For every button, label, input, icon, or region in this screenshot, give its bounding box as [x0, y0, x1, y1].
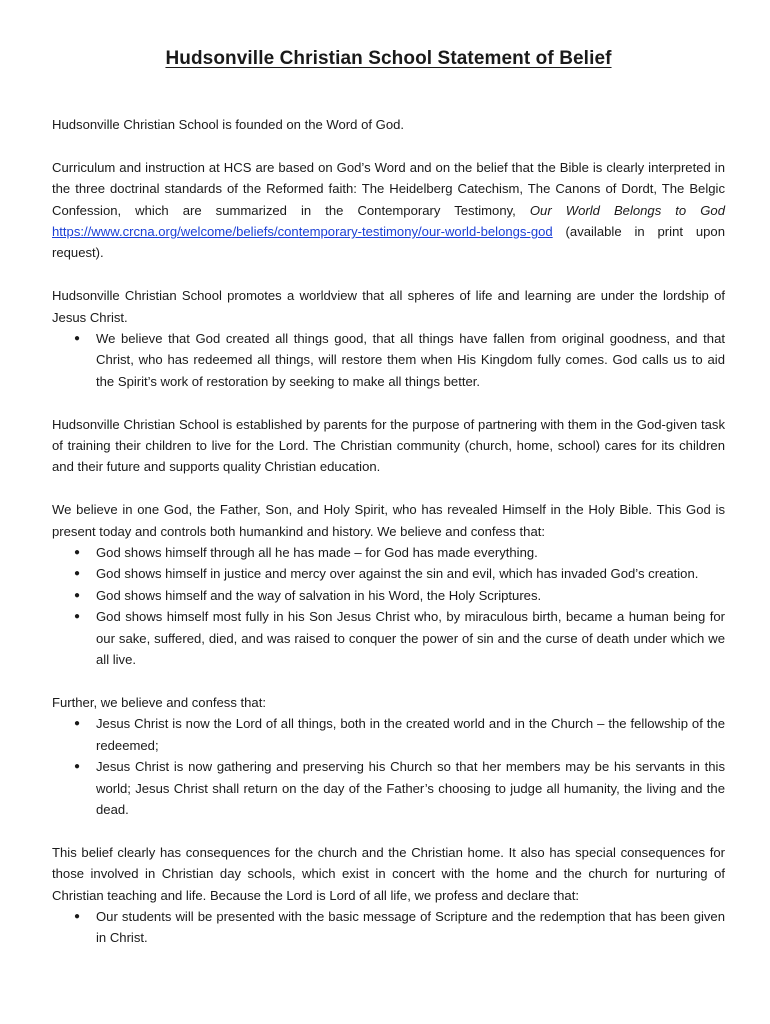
curriculum-text: Curriculum and instruction at HCS are based on God’s Word and on the belief that the Bible is clearly interpreted in the three doctrinal standards of the Reformed faith: The Heidelberg Catechism, The Canons of Dordt, The Belgic Confession, which are summarized in the Contemporary Testimony,	[52, 159, 725, 218]
list-item: ● Jesus Christ is now gathering and preserving his Church so that her members may be his servants in this world; Jesus Christ shall return on the day of the Father’s choosing to judge all humanity, the living and the dead.	[96, 756, 725, 820]
consequences-list	[52, 906, 725, 949]
testimony-link[interactable]: https://www.crcna.org/welcome/beliefs/contemporary-testimony/our-world-belongs-god	[52, 224, 553, 240]
list-item: ● God shows himself in justice and mercy over against the sin and evil, which has invaded God’s creation.	[96, 563, 725, 584]
list-item: ● God shows himself through all he has made – for God has made everything.	[96, 542, 725, 563]
god-paragraph: We believe in one God, the Father, Son, and Holy Spirit, who has revealed Himself in the Holy Bible. This God is present today and controls both humankind and history. We believe and confess that:	[52, 502, 725, 539]
intro-paragraph: Hudsonville Christian School is founded on the Word of God.	[52, 117, 405, 132]
worldview-paragraph: Hudsonville Christian School promotes a worldview that all spheres of life and learning are under the lordship of Jesus Christ.	[52, 288, 725, 325]
list-item: ● God shows himself most fully in his Son Jesus Christ who, by miraculous birth, became a human being for our sake, suffered, died, and was raised to conquer the power of sin and the curse of death under which we all live.	[96, 606, 725, 670]
worldview-list	[52, 328, 725, 392]
list-item: ● Our students will be presented with the basic message of Scripture and the redemption that has been given in Christ.	[96, 906, 725, 949]
confess-paragraph: Further, we believe and confess that:	[52, 694, 266, 710]
curriculum-paragraph	[52, 157, 725, 264]
consequences-paragraph: This belief clearly has consequences for the church and the Christian home. It also has special consequences for those involved in Christian day schools, which exist in concert with the home and the church for nurturing of Christian teaching and life. Because the Lord is Lord of all life, we profess and declare that:	[52, 844, 725, 903]
curriculum-text-end: (available in print upon request).	[52, 224, 725, 261]
page-title: Hudsonville Christian School Statement of Belief	[165, 48, 612, 69]
parents-paragraph: Hudsonville Christian School is established by parents for the purpose of partnering with them in the God-given task of training their children to live for the Lord. The Christian community (church, home, school) cares for its children and their future and supports quality Christian education.	[52, 416, 725, 475]
god-list	[52, 542, 725, 670]
confess-list	[52, 713, 725, 820]
list-item: ● God shows himself and the way of salvation in his Word, the Holy Scriptures.	[96, 585, 725, 606]
list-item: ● Jesus Christ is now the Lord of all things, both in the created world and in the Church – the fellowship of the redeemed;	[96, 713, 725, 756]
book-title: Our World Belongs to God	[529, 202, 726, 218]
list-item: ● We believe that God created all things good, that all things have fallen from original goodness, and that Christ, who has redeemed all things, will restore them when His Kingdom fully comes. God calls us to aid the Spirit’s work of restoration by seeking to make all things better.	[96, 328, 725, 392]
